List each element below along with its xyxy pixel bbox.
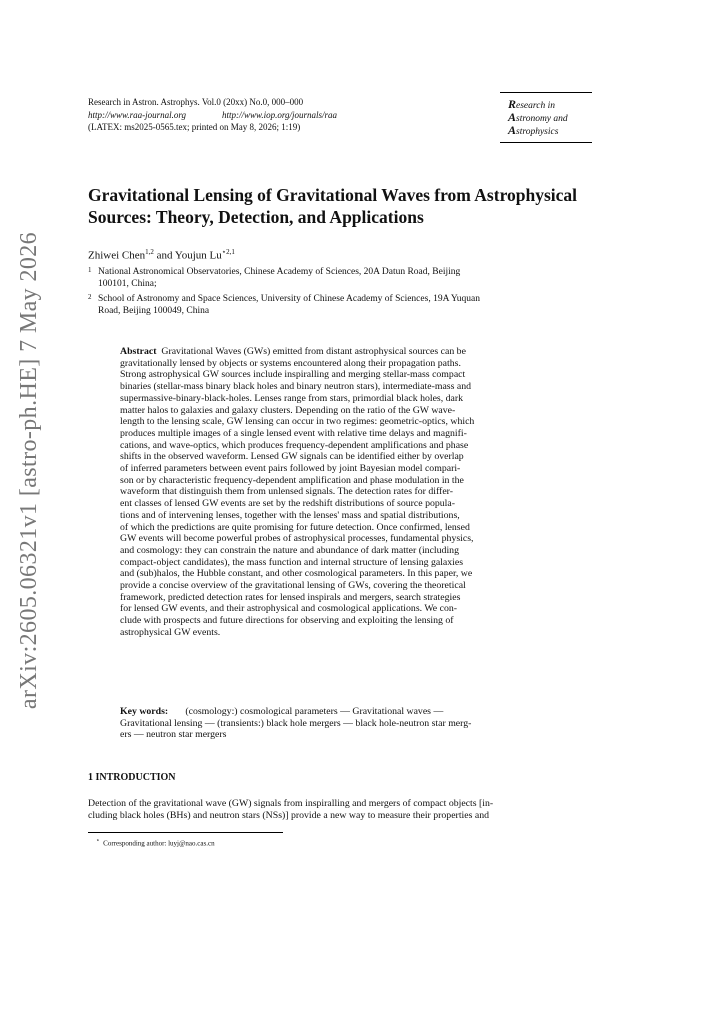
journal-line: Research in Astron. Astrophys. Vol.0 (20xx) No.0, 000–000 [88, 97, 304, 107]
journal-badge: Research in Astronomy and Astrophysics [500, 92, 592, 143]
iop-url[interactable]: http://www.iop.org/journals/raa [222, 109, 338, 120]
affiliation-2: 2 School of Astronomy and Space Sciences, University of Chinese Academy of Sciences, 19A Yuquan Road, Beijing 100049, China [88, 293, 480, 316]
latex-line: (LATEX: ms2025-0565.tex; printed on May 8, 2026; 1:19) [88, 122, 301, 132]
corresponding-author: Corresponding author: luyj@nao.cas.cn [103, 839, 215, 848]
abstract: Abstract Gravitational Waves (GWs) emitted from distant astrophysical sources can be gravitationally lensed by objects or systems encountered along their propagation paths. Strong astrophysical GW sources include inspiralling and merging stellar-mass compact binaries (stellar-mass binary black holes and binary neutron stars), intermediate-mass and supermassive-binary-black-holes. Lenses range from stars, primordial black holes, dark matter halos to galaxies and galaxy clusters. Depending on the ratio of the GW wave- length to the lensing scale, GW lensing can occur in two regimes: geometric-optics, which produces multiple images of a single lensed event with relative time delays and magnifi- cations, and wave-optics, which produces frequency-dependent amplifications and phase shifts in the observed waveform. Lensed GW signals can be identified either by overlap of inferred parameters between event pairs followed by joint Bayesian model compari- son or by characteristic frequency-dependent amplification and phase modulation in the waveform that distinguish them from unlensed signals. The detection rates for differ- ent classes of lensed GW events are set by the redshift distributions of source popula- tions and of intervening lenses, together with the lenses' mass and spatial distributions, of which the predictions are quite promising for future detection. Once confirmed, lensed GW events will become powerful probes of astrophysical processes, fundamental physics, and cosmology: they can constrain the nature and abundance of dark matter (including compact-object candidates), the mass function and internal structure of lensing galaxies and (sub)halos, the Hubble constant, and other cosmological parameters. In this paper, we provide a concise overview of the gravitational lensing of GWs, covering the theoretical framework, predicted detection rates for lensed inspirals and mergers, search strategies for lensed GW events, and their astrophysical and cosmological applications. We con- clude with prospects and future directions for observing and exploiting the lensing of astrophysical GW events. [120, 346, 475, 638]
arxiv-id: arXiv:2605.06321v1 [astro-ph.HE] 7 May 2026 [16, 231, 43, 709]
footnote: ⋆ Corresponding author: luyj@nao.cas.cn [96, 838, 215, 848]
author-name: Zhiwei Chen [88, 249, 146, 262]
journal-header [88, 96, 337, 134]
keywords-label: Key words: [120, 706, 169, 717]
author-name: Youjun Lu [174, 249, 222, 262]
keywords: Key words: (cosmology:) cosmological parameters — Gravitational waves — Gravitational lensing — (transients:) black hole mergers — black hole-neutron star merg- ers — neutron star mergers [120, 706, 472, 741]
footnote-rule [88, 832, 283, 833]
abstract-label: Abstract [120, 346, 157, 357]
arxiv-stamp [10, 231, 50, 709]
affiliation-1: 1 National Astronomical Observatories, Chinese Academy of Sciences, 20A Datun Road, Beijing 100101, China; [88, 266, 461, 289]
section-heading: 1 INTRODUCTION [88, 772, 176, 783]
paper-title: Gravitational Lensing of Gravitational Waves from Astrophysical Sources: Theory, Detection, and Applications [88, 185, 578, 227]
intro-paragraph: Detection of the gravitational wave (GW) signals from inspiralling and mergers of compact objects [in- cluding black holes (BHs) and neutron stars (NSs)] provide a new way to measure their properties and [88, 798, 494, 821]
author-list: Zhiwei Chen$^{1,2}$ and Youjun $Lu^{⋆2,1}$ [88, 248, 235, 262]
journal-url[interactable]: http://www.raa-journal.org [88, 109, 187, 120]
